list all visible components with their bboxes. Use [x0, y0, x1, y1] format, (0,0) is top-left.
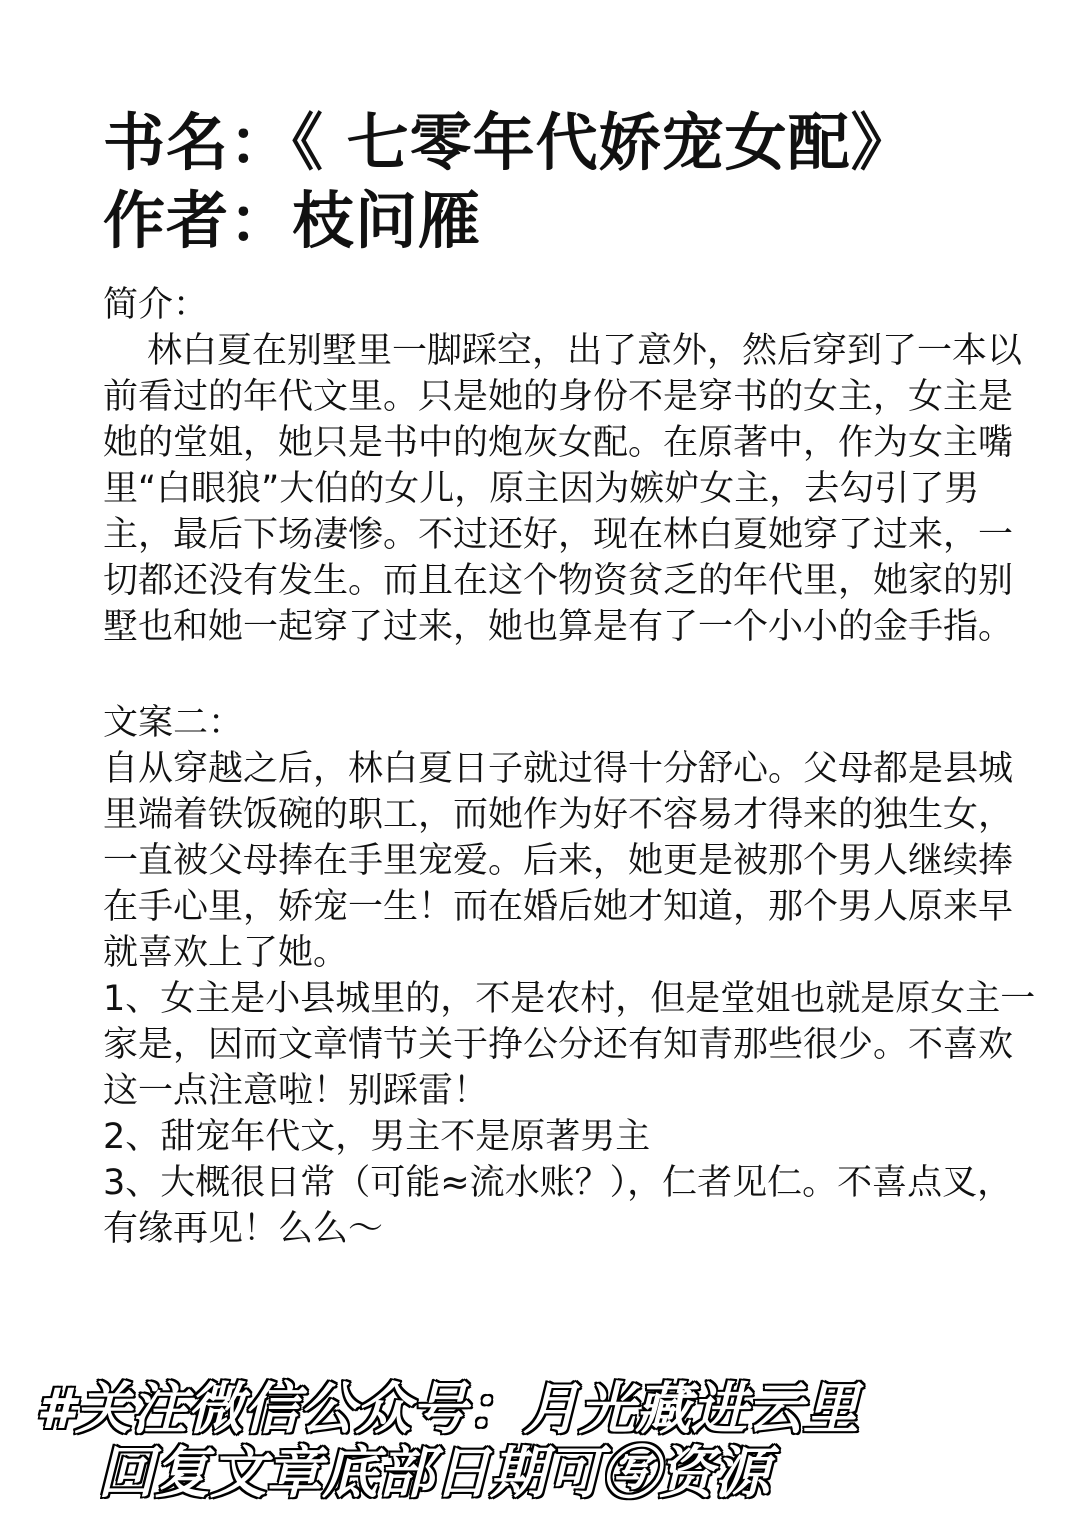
intro-label: 简介： — [103, 285, 209, 325]
watermark-line-1: #关注微信公众号：月光藏进云里 — [36, 1377, 859, 1442]
intro-section — [103, 282, 1023, 650]
copy2-line: 家是，因而文章情节关于挣公分还有知青那些很少。不喜欢 — [103, 1025, 1014, 1065]
copy2-line: 一直被父母捧在手里宠爱。后来，她更是被那个男人继续捧 — [103, 841, 1014, 881]
intro-line: 她的堂姐，她只是书中的炮灰女配。在原著中，作为女主嘴 — [103, 423, 1014, 463]
book-author: 作者：枝问雁 — [103, 184, 482, 257]
copy2-section — [103, 700, 1036, 1252]
copy2-line: 就喜欢上了她。 — [103, 933, 349, 973]
copy2-line: 1、女主是小县城里的，不是农村，但是堂姐也就是原女主一 — [103, 979, 1036, 1019]
copy2-line: 自从穿越之后，林白夏日子就过得十分舒心。父母都是县城 — [103, 749, 1014, 789]
copy2-line: 里端着铁饭碗的职工，而她作为好不容易才得来的独生女， — [103, 795, 1014, 835]
copy2-label: 文案二： — [103, 703, 244, 743]
book-header — [103, 104, 1003, 260]
intro-line: 里“白眼狼”大伯的女儿，原主因为嫉妒女主，去勾引了男 — [103, 469, 980, 509]
book-title: 书名：《 七零年代娇宠女配》 — [103, 106, 914, 179]
copy2-line: 3、大概很日常（可能≈流水账？），仁者见仁。不喜点叉， — [103, 1163, 1013, 1203]
watermark-overlay — [36, 1378, 859, 1506]
copy2-line: 有缘再见！么么～ — [103, 1209, 384, 1249]
intro-line: 林白夏在别墅里一脚踩空，出了意外，然后穿到了一本以 — [147, 331, 1023, 371]
intro-line: 墅也和她一起穿了过来，她也算是有了一个小小的金手指。 — [103, 607, 1014, 647]
copy2-line: 在手心里，娇宠一生！而在婚后她才知道，那个男人原来早 — [103, 887, 1014, 927]
intro-line: 主，最后下场凄惨。不过还好，现在林白夏她穿了过来，一 — [103, 515, 1014, 555]
intro-line: 切都还没有发生。而且在这个物资贫乏的年代里，她家的别 — [103, 561, 1014, 601]
intro-line: 前看过的年代文里。只是她的身份不是穿书的女主，女主是 — [103, 377, 1014, 417]
watermark-line-2: 回复文章底部日期可㊢资源 — [98, 1441, 770, 1506]
copy2-line: 2、甜宠年代文，男主不是原著男主 — [103, 1117, 651, 1157]
copy2-line: 这一点注意啦！别踩雷！ — [103, 1071, 489, 1111]
